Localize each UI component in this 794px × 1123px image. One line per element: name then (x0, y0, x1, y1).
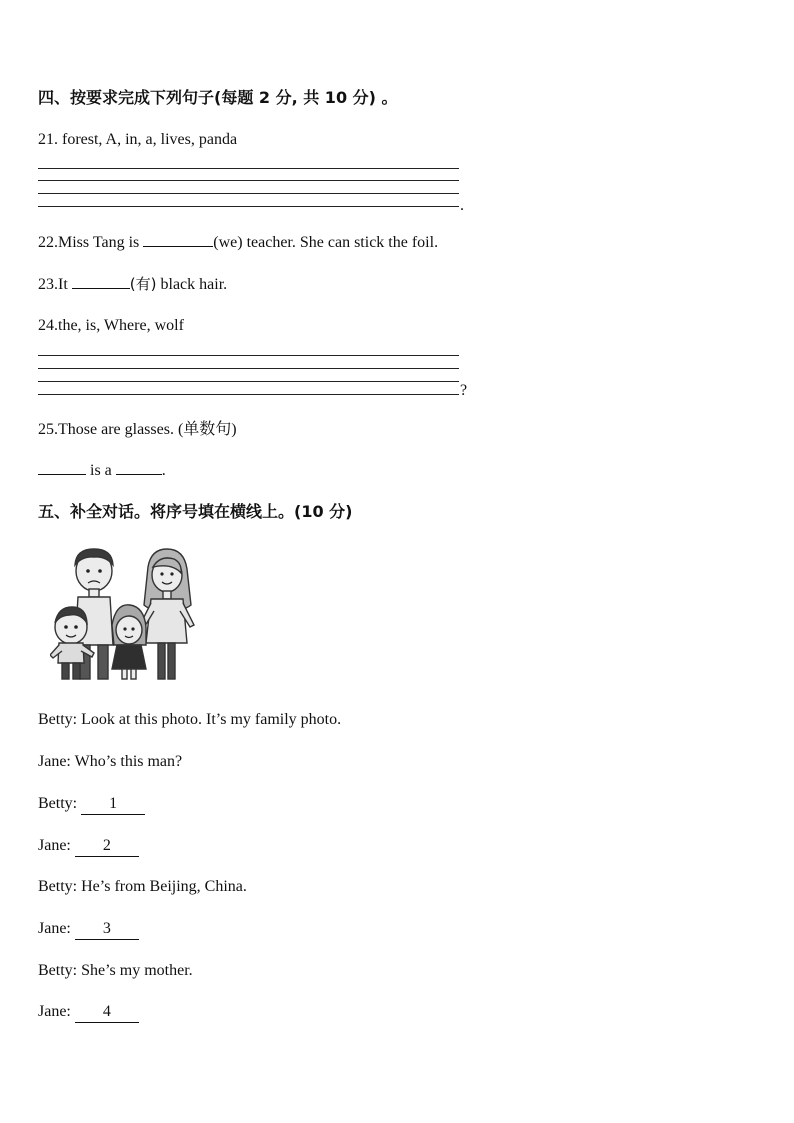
dialogue-line-4 (38, 836, 139, 857)
question-22 (38, 233, 438, 253)
speaker-jane: Jane: (38, 920, 71, 937)
section-5-title: 五、补全对话。将序号填在横线上。(10 分) (38, 502, 353, 521)
question-23-suffix: black hair. (156, 276, 228, 293)
answer-line (38, 368, 459, 369)
family-illustration (50, 545, 196, 683)
dialogue-line-6 (38, 919, 139, 940)
question-21: 21. forest, A, in, a, lives, panda (38, 131, 238, 148)
dialogue-line-1 (38, 710, 341, 730)
answer-blank-4[interactable]: 4 (75, 1002, 139, 1023)
question-25-middle: is a (86, 462, 116, 479)
question-22-blank[interactable] (143, 246, 213, 247)
speaker-betty: Betty: (38, 711, 78, 728)
answer-line (38, 193, 459, 194)
answer-line (38, 168, 459, 169)
question-22-hint: (we) (213, 234, 243, 251)
question-22-prefix: 22.Miss Tang is (38, 234, 144, 251)
dialogue-line-3 (38, 794, 145, 815)
dialogue-text: Look at this photo. It’s my family photo. (81, 711, 342, 728)
question-25-answer (38, 461, 166, 481)
question-25: 25.Those are glasses. (单数句) (38, 421, 237, 438)
answer-line (38, 180, 459, 181)
dialogue-text: He’s from Beijing, China. (81, 878, 247, 895)
speaker-jane: Jane: (38, 753, 71, 770)
speaker-betty: Betty: (38, 795, 78, 812)
question-23 (38, 274, 227, 295)
answer-line (38, 355, 459, 356)
answer-blank-3[interactable]: 3 (75, 919, 139, 940)
answer-line (38, 206, 459, 207)
question-25-end: . (161, 462, 166, 479)
dialogue-line-7 (38, 961, 193, 981)
question-mark: ? (460, 382, 468, 399)
answer-line (38, 394, 459, 395)
question-25-blank-1[interactable] (38, 474, 86, 475)
dialogue-line-8 (38, 1002, 139, 1023)
answer-blank-1[interactable]: 1 (81, 794, 145, 815)
question-23-hint: (有) (129, 275, 157, 293)
question-24: 24.the, is, Where, wolf (38, 317, 184, 334)
speaker-betty: Betty: (38, 962, 78, 979)
answer-line (38, 381, 459, 382)
speaker-jane: Jane: (38, 837, 71, 854)
speaker-jane: Jane: (38, 1003, 71, 1020)
dialogue-text: Who’s this man? (74, 753, 183, 770)
dialogue-line-2 (38, 752, 182, 772)
question-25-blank-2[interactable] (116, 474, 162, 475)
sentence-end-mark: . (460, 197, 464, 214)
dialogue-text: She’s my mother. (81, 962, 193, 979)
answer-blank-2[interactable]: 2 (75, 836, 139, 857)
question-22-suffix: teacher. She can stick the foil. (242, 234, 439, 251)
section-4-title: 四、按要求完成下列句子(每题 2 分, 共 10 分) 。 (38, 88, 398, 107)
question-23-prefix: 23.It (38, 276, 72, 293)
dialogue-line-5 (38, 877, 247, 897)
speaker-betty: Betty: (38, 878, 78, 895)
question-23-blank[interactable] (72, 288, 130, 289)
